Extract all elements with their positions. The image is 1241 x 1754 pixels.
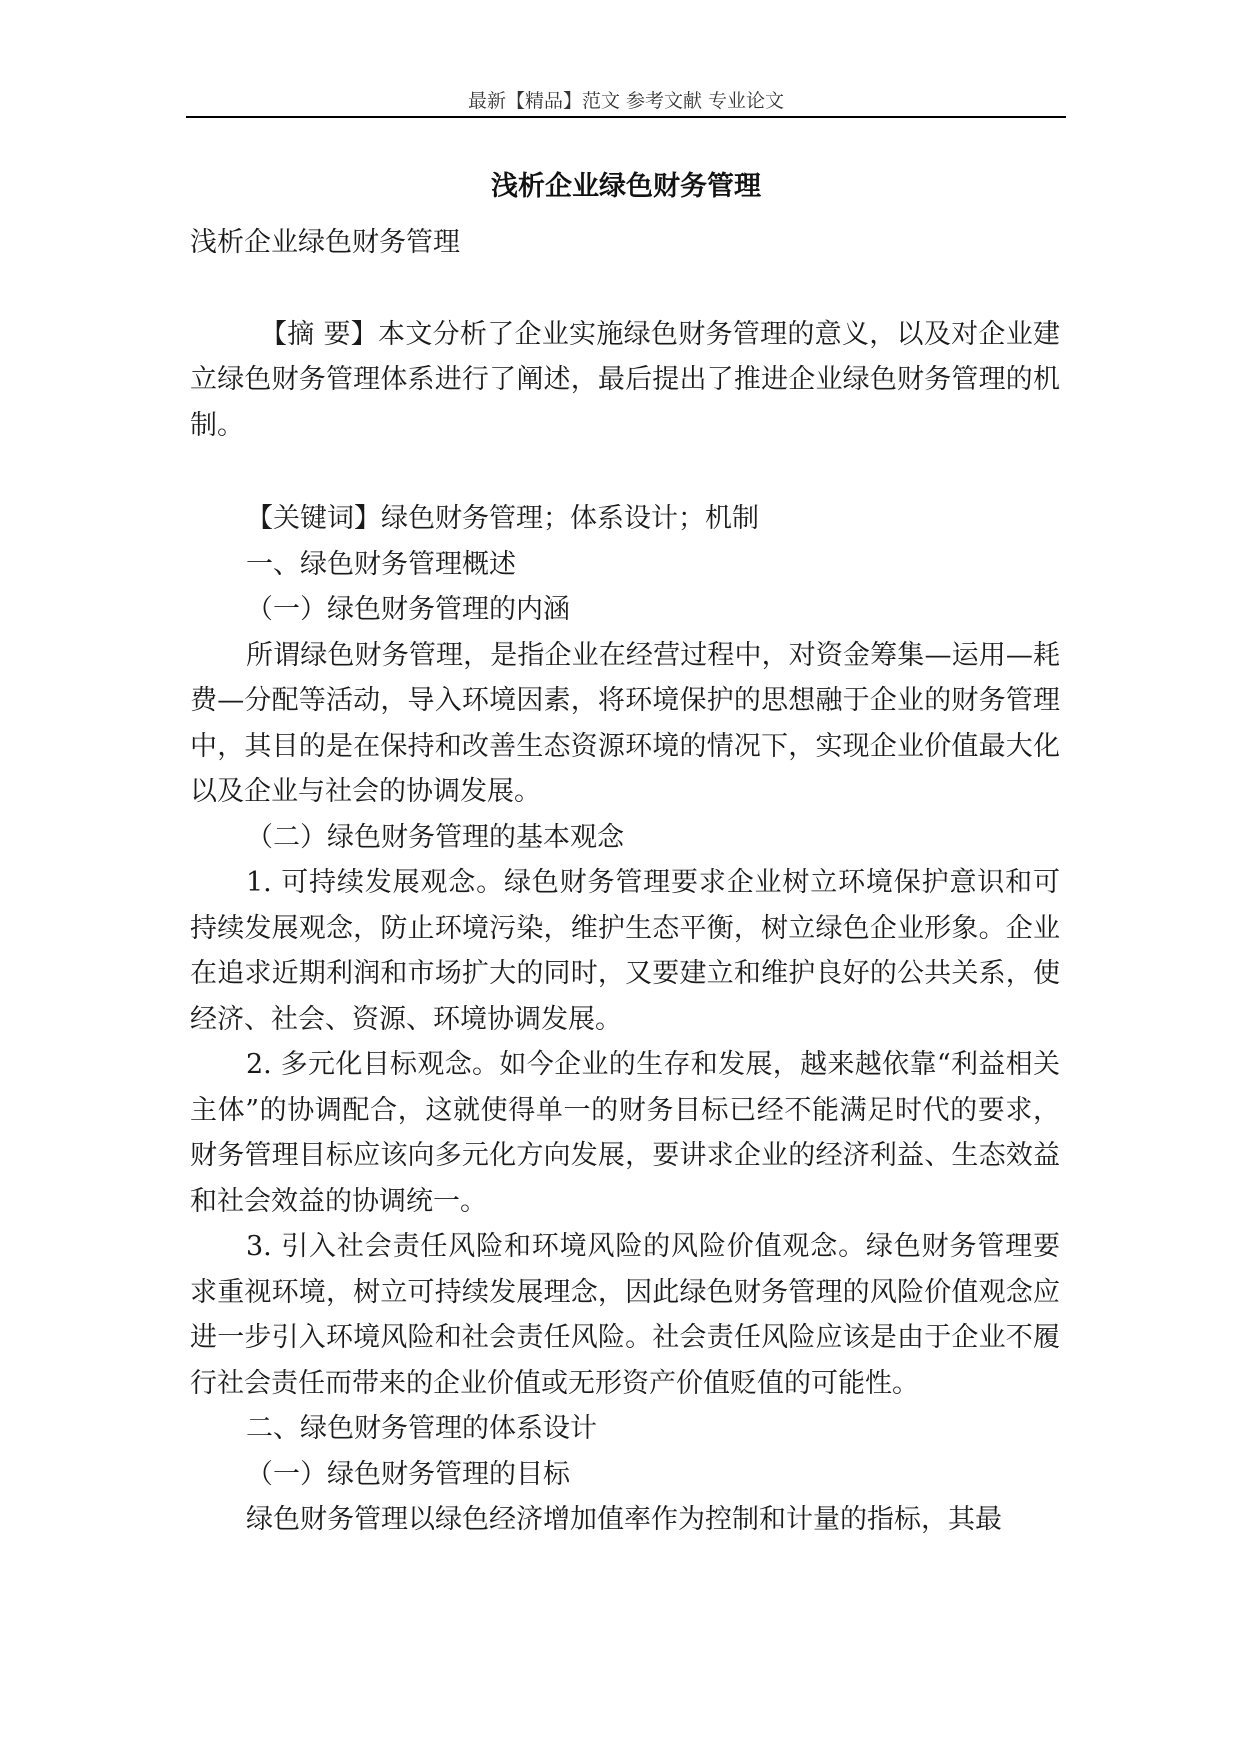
abstract-paragraph: 【摘 要】本文分析了企业实施绿色财务管理的意义，以及对企业建立绿色财务管理体系进行了阐述，最后提出了推进企业绿色财务管理的机制。 (190, 318, 1060, 441)
subsection-heading: （一）绿色财务管理的目标 (246, 1458, 570, 1490)
header-rule (186, 116, 1066, 118)
keywords-paragraph: 【关键词】绿色财务管理；体系设计；机制 (246, 503, 759, 534)
subsection-heading: （一）绿色财务管理的内涵 (246, 594, 570, 625)
section-heading: 一、绿色财务管理概述 (246, 548, 516, 580)
section-heading: 二、绿色财务管理的体系设计 (246, 1413, 597, 1444)
running-header: 最新【精品】范文 参考文献 专业论文 (467, 90, 785, 112)
body-paragraph: 绿色财务管理以绿色经济增加值率作为控制和计量的指标，其最 (246, 1504, 1002, 1535)
body-paragraph: 3. 引入社会责任风险和环境风险的风险价值观念。绿色财务管理要求重视环境，树立可持续发展理念，因此绿色财务管理的风险价值观念应进一步引入环境风险和社会责任风险。社会责任风险应该是由于企业不履行社会责任而带来的企业价值或无形资产价值贬值的可能性。 (190, 1231, 1060, 1399)
document-body (190, 220, 1060, 1543)
document-title: 浅析企业绿色财务管理 (491, 171, 761, 202)
subsection-heading: （二）绿色财务管理的基本观念 (246, 821, 624, 853)
subtitle-paragraph: 浅析企业绿色财务管理 (190, 227, 460, 258)
body-paragraph: 所谓绿色财务管理，是指企业在经营过程中，对资金筹集—运用—耗费—分配等活动，导入环境因素，将环境保护的思想融于企业的财务管理中，其目的是在保持和改善生态资源环境的情况下，实现企业价值最大化以及企业与社会的协调发展。 (190, 639, 1060, 807)
body-paragraph: 2. 多元化目标观念。如今企业的生存和发展，越来越依靠“利益相关主体”的协调配合，这就使得单一的财务目标已经不能满足时代的要求，财务管理目标应该向多元化方向发展，要讲求企业的经济利益、生态效益和社会效益的协调统一。 (190, 1049, 1060, 1217)
body-paragraph: 1. 可持续发展观念。绿色财务管理要求企业树立环境保护意识和可持续发展观念，防止环境污染，维护生态平衡，树立绿色企业形象。企业在追求近期利润和市场扩大的同时，又要建立和维护良好的公共关系，使经济、社会、资源、环境协调发展。 (190, 867, 1060, 1035)
